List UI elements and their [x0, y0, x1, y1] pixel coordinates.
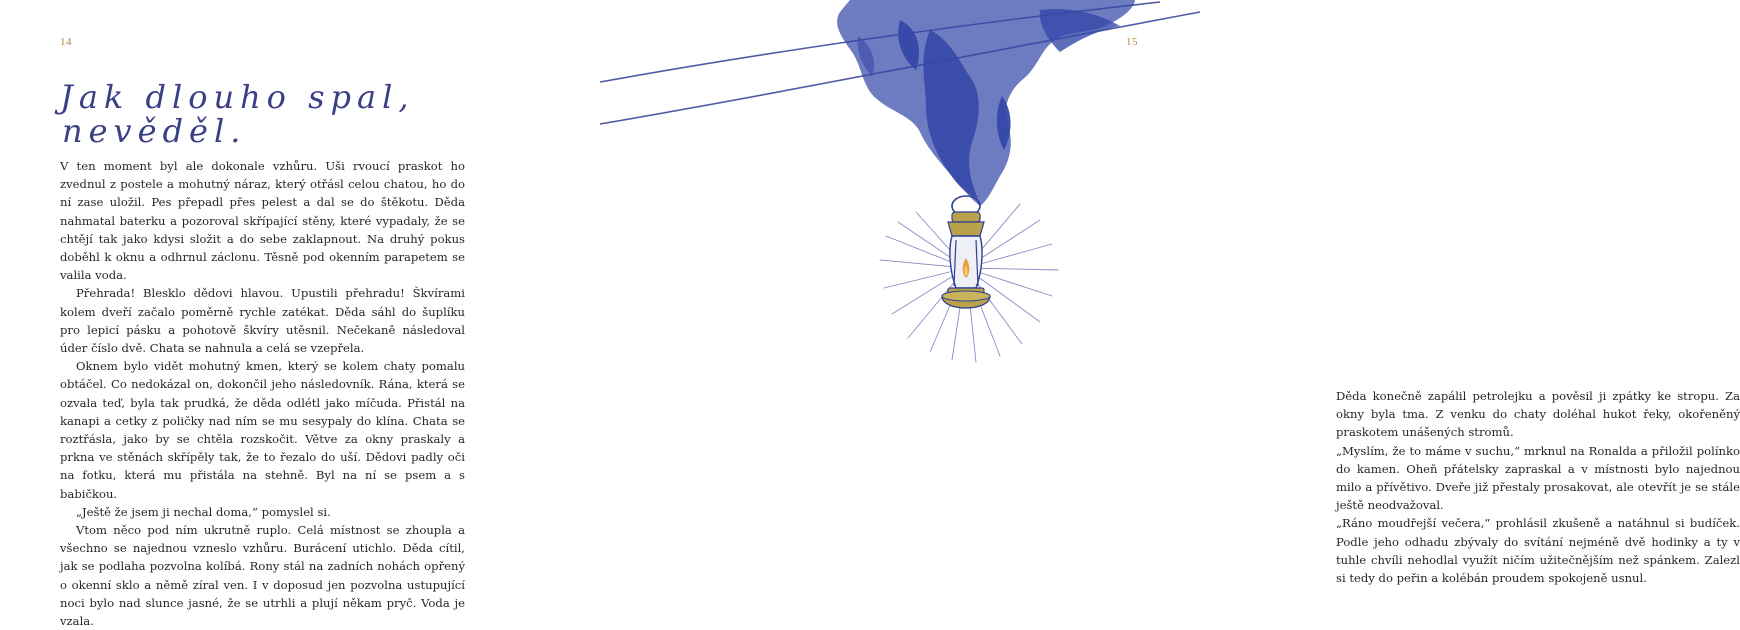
- right-body-text: [1336, 387, 1740, 587]
- paragraph: „Myslím, že to máme v suchu,“ mrknul na Ronalda a přiložil polínko do kamen. Oheň přátelsky zapraskal a v místnosti bylo najednou milo a přívětivo. Dveře již přestaly prosakovat, ale otevřít je se stále ještě neodvažoval.: [1336, 443, 1740, 513]
- paragraph: „Ráno moudřejší večera,“ prohlásil zkušeně a natáhnul si budíček. Podle jeho odhadu zbývaly do svítání nejméně dvě hodinky a ty v tuhle chvíli nehodlal využít ničím užitečnějším než spánkem. Zalezl si tedy do peřin a kolébán proudem spokojeně usnul.: [1336, 516, 1740, 586]
- paragraph: Přehrada! Blesklo dědovi hlavou. Upustili přehradu! Škvírami kolem dveří začalo poměrně rychle zatékat. Děda sáhl do šuplíku pro lepicí pásku a pohotově škvíry utěsnil. Nečekaně následoval úder číslo dvě. Chata se nahnula a celá se vzepřela.: [60, 286, 465, 356]
- page-number-left: 14: [60, 36, 72, 48]
- chapter-title-line-2: nevěděl.: [62, 112, 247, 150]
- paragraph: „Ještě že jsem ji nechal doma,“ pomyslel si.: [76, 504, 331, 519]
- paragraph: V ten moment byl ale dokonale vzhůru. Uši rvoucí praskot ho zvednul z postele a mohutný náraz, který otřásl celou chatou, ho do ní zase uložil. Pes přepadl přes pelest a dal se do štěkotu. Děda nahmatal baterku a pozoroval skřípající stěny, které vypadaly, že se chtějí tak jako kdysi složit a do sebe zaklapnout. Na druhý pokus doběhl k oknu a odhrnul záclonu. Těsně pod okenním parapetem se valila voda.: [60, 159, 465, 283]
- paragraph: Oknem bylo vidět mohutný kmen, který se kolem chaty pomalu obtáčel. Co nedokázal on, dokončil jeho následovník. Rána, která se ozvala teď, byla tak prudká, že děda odlétl jako míčuda. Přistál na kanapi a cetky z poličky nad ním se mu sesypaly do klína. Chata se roztřásla, jako by se chtěla rozskočit. Větve za okny praskaly a prkna ve stěnách skřípěly tak, že to řezalo do uší. Dědovi padly oči na fotku, která mu přistála na stehně. Byl na ní se psem a s babičkou.: [60, 359, 465, 501]
- chapter-title-line-1: Jak dlouho spal,: [60, 78, 415, 116]
- chapter-title: [60, 80, 480, 148]
- paragraph: Děda konečně zapálil petrolejku a pověsil ji zpátky ke stropu. Za okny byla tma. Z venku do chaty doléhal hukot řeky, okořeněný praskotem unášených stromů.: [1336, 389, 1740, 440]
- page-number-right: 15: [1126, 36, 1138, 48]
- left-body-text: [60, 157, 465, 630]
- right-page: [600, 0, 1740, 600]
- left-page: [0, 0, 600, 629]
- lantern-illustration-icon: [600, 0, 1200, 380]
- paragraph: Vtom něco pod ním ukrutně ruplo. Celá místnost se zhoupla a všechno se najednou vzneslo vzhůru. Burácení utichlo. Děda cítil, jak se podlaha pozvolna kolíbá. Rony stál na zadních nohách opřený o okenní sklo a němě zíral ven. I v doposud jen pozvolna ustupující noci bylo nad slunce jasné, že se utrhli a plují někam pryč. Voda je vzala.: [60, 523, 465, 629]
